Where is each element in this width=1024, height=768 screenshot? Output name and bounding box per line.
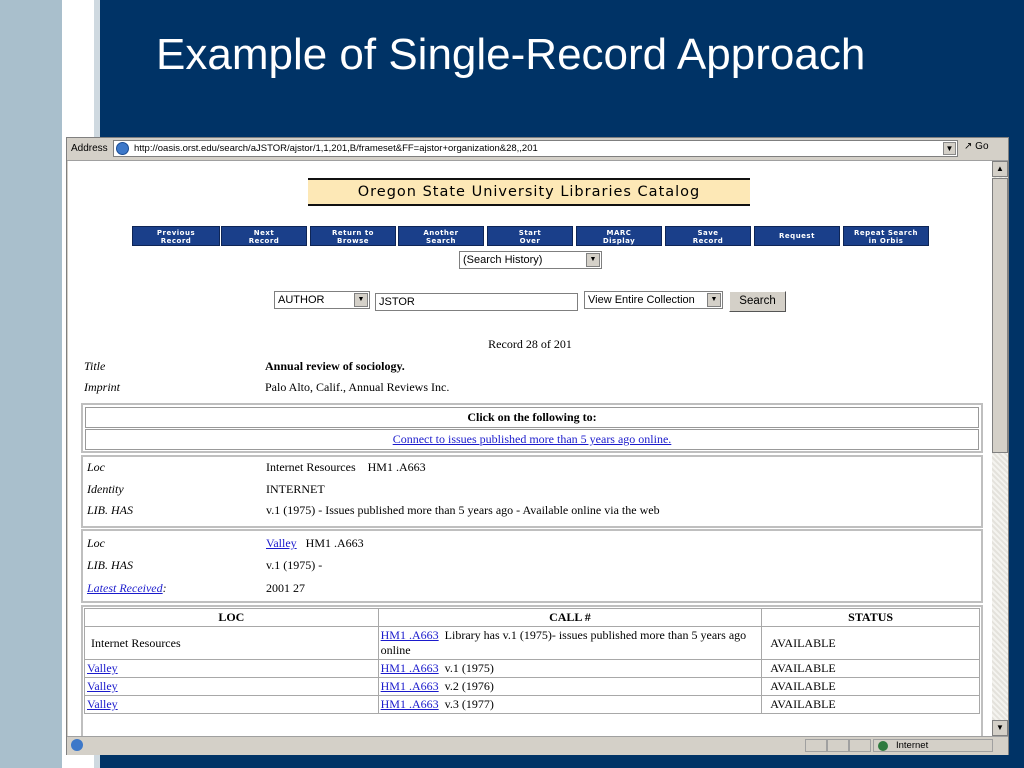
vertical-scrollbar[interactable] (992, 161, 1008, 736)
next-record-button[interactable]: Next Record (221, 226, 307, 246)
status-cell (827, 739, 849, 752)
identity-value: INTERNET (266, 482, 325, 496)
table-row (85, 678, 980, 696)
scroll-up-icon[interactable]: ▲ (992, 161, 1008, 177)
loc-label: Loc (87, 536, 105, 550)
table-row (85, 627, 980, 660)
row-status: AVAILABLE (762, 678, 980, 696)
dropdown-arrow-icon: ▼ (586, 253, 600, 267)
dropdown-arrow-icon: ▼ (354, 293, 368, 307)
click-box-header: Click on the following to: (85, 407, 979, 428)
col-call-header: CALL # (378, 609, 762, 627)
row-call (378, 678, 762, 696)
loc-link[interactable]: Valley (87, 679, 118, 693)
call-number-link[interactable]: HM1 .A663 (380, 661, 439, 675)
record-count: Record 28 of 201 (488, 337, 572, 351)
url-text: http://oasis.orst.edu/search/aJSTOR/ajstor/1,1,201,B/frameset&FF=ajstor+organization&28,,201 (134, 143, 538, 154)
browser-window (66, 137, 1009, 755)
status-cell (805, 739, 827, 752)
row-status: AVAILABLE (762, 660, 980, 678)
security-zone (873, 739, 993, 752)
slide-title: Example of Single-Record Approach (156, 30, 866, 79)
row-status: AVAILABLE (762, 627, 980, 660)
col-status-header: STATUS (762, 609, 980, 627)
row-loc (85, 696, 379, 714)
url-input[interactable] (113, 140, 958, 157)
previous-record-button[interactable]: Previous Record (132, 226, 220, 246)
click-box-link-cell (85, 429, 979, 450)
search-history-select[interactable] (459, 251, 602, 269)
loc-link[interactable]: Valley (87, 697, 118, 711)
latest-received-row: Latest Received: (87, 581, 167, 595)
slide-side-band (0, 0, 62, 768)
latest-received-value: 2001 27 (266, 581, 305, 595)
latest-received-link[interactable]: Latest Received (87, 581, 163, 595)
valley-link[interactable]: Valley (266, 536, 297, 550)
call-number-link[interactable]: HM1 .A663 (380, 628, 439, 642)
ie-status-icon (71, 739, 83, 751)
address-label: Address (71, 143, 108, 154)
row-loc (85, 678, 379, 696)
zone-label: Internet (896, 740, 929, 751)
title-value: Annual review of sociology. (265, 359, 405, 373)
start-over-button[interactable]: Start Over (487, 226, 573, 246)
status-cell (849, 739, 871, 752)
connect-online-link[interactable]: Connect to issues published more than 5 years ago online. (392, 432, 672, 446)
loc-link[interactable]: Valley (87, 661, 118, 675)
call-number-link[interactable]: HM1 .A663 (380, 697, 439, 711)
row-status: AVAILABLE (762, 696, 980, 714)
table-row (85, 660, 980, 678)
imprint-value: Palo Alto, Calif., Annual Reviews Inc. (265, 380, 450, 394)
holding-valley (81, 529, 983, 603)
loc-label: Loc (87, 460, 105, 474)
globe-icon (878, 741, 888, 751)
row-note: v.3 (1977) (444, 697, 494, 711)
libhas-value: v.1 (1975) - Issues published more than 5 years ago - Available online via the web (266, 503, 660, 517)
identity-label: Identity (87, 482, 124, 496)
address-bar (67, 138, 1008, 161)
row-call (378, 660, 762, 678)
loc-value-row (266, 536, 364, 551)
scroll-down-icon[interactable]: ▼ (992, 720, 1008, 736)
imprint-label: Imprint (84, 380, 120, 394)
request-button[interactable]: Request (754, 226, 840, 246)
row-loc (85, 660, 379, 678)
ie-page-icon (116, 142, 129, 155)
holdings-table (84, 608, 980, 714)
catalog-banner: Oregon State University Libraries Catalog (308, 178, 750, 206)
row-note: Library has v.1 (1975)- issues published more than 5 years ago online (380, 628, 747, 657)
dropdown-arrow-icon: ▼ (707, 293, 721, 307)
libhas-label: LIB. HAS (87, 503, 133, 517)
loc-value: Internet Resources HM1 .A663 (266, 460, 426, 474)
title-label: Title (84, 359, 106, 373)
address-dropdown-icon[interactable]: ▼ (943, 142, 956, 155)
search-type-select[interactable] (274, 291, 370, 309)
go-button[interactable] (964, 141, 989, 152)
table-row (85, 696, 980, 714)
status-bar (67, 736, 1008, 755)
loc-callnumber: HM1 .A663 (305, 536, 364, 550)
collection-select[interactable] (584, 291, 723, 309)
scroll-thumb[interactable] (992, 178, 1008, 453)
search-history-value: (Search History) (463, 254, 543, 266)
search-button[interactable]: Search (729, 291, 786, 312)
call-number-link[interactable]: HM1 .A663 (380, 679, 439, 693)
go-label: Go (975, 141, 989, 152)
repeat-search-orbis-button[interactable]: Repeat Search in Orbis (843, 226, 929, 246)
row-note: v.1 (1975) (444, 661, 494, 675)
marc-display-button[interactable]: MARC Display (576, 226, 662, 246)
row-call (378, 627, 762, 660)
libhas-value: v.1 (1975) - (266, 558, 323, 572)
search-input[interactable]: JSTOR (375, 293, 578, 311)
table-header-row (85, 609, 980, 627)
row-loc: Internet Resources (85, 627, 379, 660)
holding-internet (81, 455, 983, 528)
return-to-browse-button[interactable]: Return to Browse (310, 226, 396, 246)
collection-value: View Entire Collection (588, 294, 695, 306)
click-box (81, 403, 983, 453)
search-type-value: AUTHOR (278, 294, 325, 306)
page-viewport (68, 161, 992, 736)
another-search-button[interactable]: Another Search (398, 226, 484, 246)
col-loc-header: LOC (85, 609, 379, 627)
go-arrow-icon: ↗ (964, 141, 973, 152)
row-note: v.2 (1976) (444, 679, 494, 693)
libhas-label: LIB. HAS (87, 558, 133, 572)
save-record-button[interactable]: Save Record (665, 226, 751, 246)
row-call (378, 696, 762, 714)
